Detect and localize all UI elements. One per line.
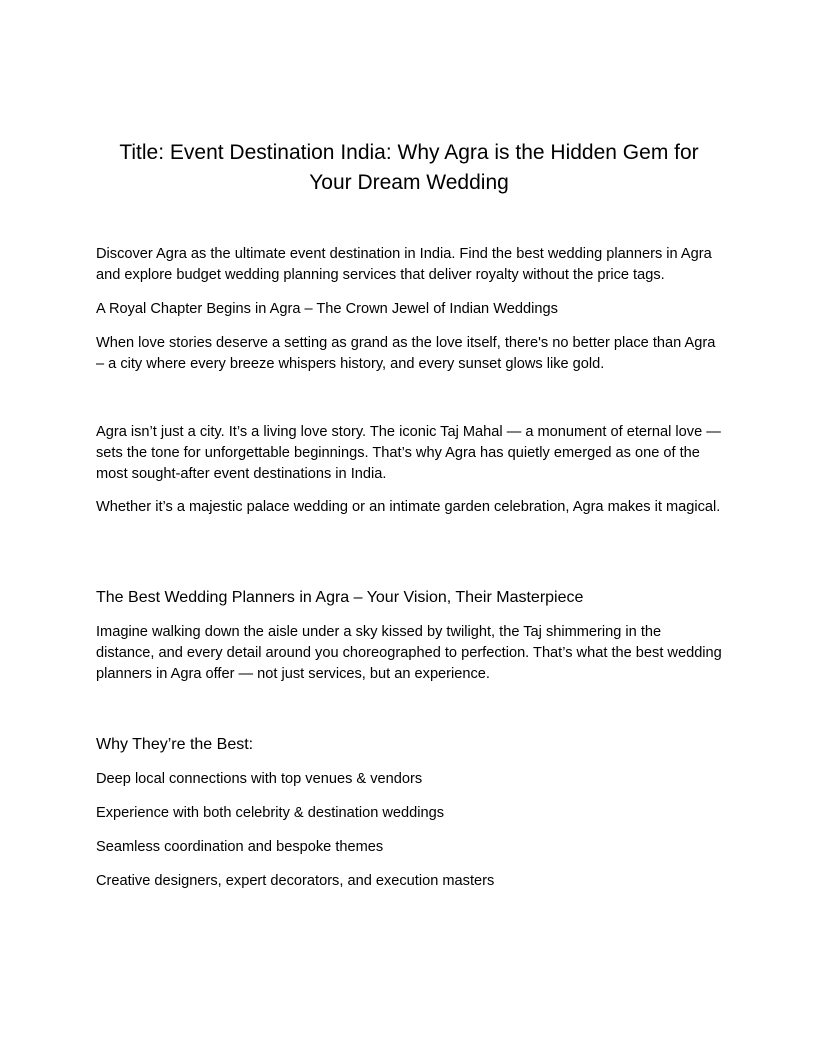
subtitle-text: A Royal Chapter Begins in Agra – The Crown Jewel of Indian Weddings <box>96 301 558 317</box>
intro-text: Discover Agra as the ultimate event destination in India. Find the best wedding planners in Agra and explore budget wedding planning services that deliver royalty without the price tags. <box>96 246 712 283</box>
whether-paragraph <box>96 497 722 518</box>
list-item-text: Seamless coordination and bespoke themes <box>96 839 384 855</box>
love-text: When love stories deserve a setting as grand as the love itself, there's no better place than Agra – a city where every breeze whispers history, and every sunset glows like gold. <box>96 335 716 372</box>
list-item-text: Deep local connections with top venues & vendors <box>96 771 423 787</box>
planners-heading: The Best Wedding Planners in Agra – Your Vision, Their Masterpiece <box>96 589 584 606</box>
imagine-paragraph <box>96 622 722 685</box>
love-paragraph <box>96 333 722 375</box>
intro-paragraph <box>96 244 722 286</box>
why-heading: Why They’re the Best: <box>96 736 254 753</box>
living-text: Agra isn’t just a city. It’s a living love story. The iconic Taj Mahal — a monument of eternal love — sets the tone for unforgettable beginnings. That’s why Agra has quietly emerged as one of the most sought-after event destinations in India. <box>96 424 721 482</box>
why-heading-block <box>96 734 722 756</box>
list-item-text: Creative designers, expert decorators, and execution masters <box>96 873 495 889</box>
list-item <box>96 769 722 790</box>
document-title: Title: Event Destination India: Why Agra is the Hidden Gem for Your Dream Wedding <box>119 141 699 194</box>
list-item-text: Experience with both celebrity & destination weddings <box>96 805 445 821</box>
imagine-text: Imagine walking down the aisle under a sky kissed by twilight, the Taj shimmering in the distance, and every detail around you choreographed to perfection. That’s what the best wedding planners in Agra offer — not just services, but an experience. <box>96 624 722 682</box>
list-item <box>96 803 722 824</box>
planners-heading-block <box>96 587 722 609</box>
list-item <box>96 837 722 858</box>
living-paragraph <box>96 422 722 485</box>
list-item <box>96 871 722 892</box>
whether-text: Whether it’s a majestic palace wedding or an intimate garden celebration, Agra makes it magical. <box>96 499 721 515</box>
subtitle-line <box>96 299 722 320</box>
